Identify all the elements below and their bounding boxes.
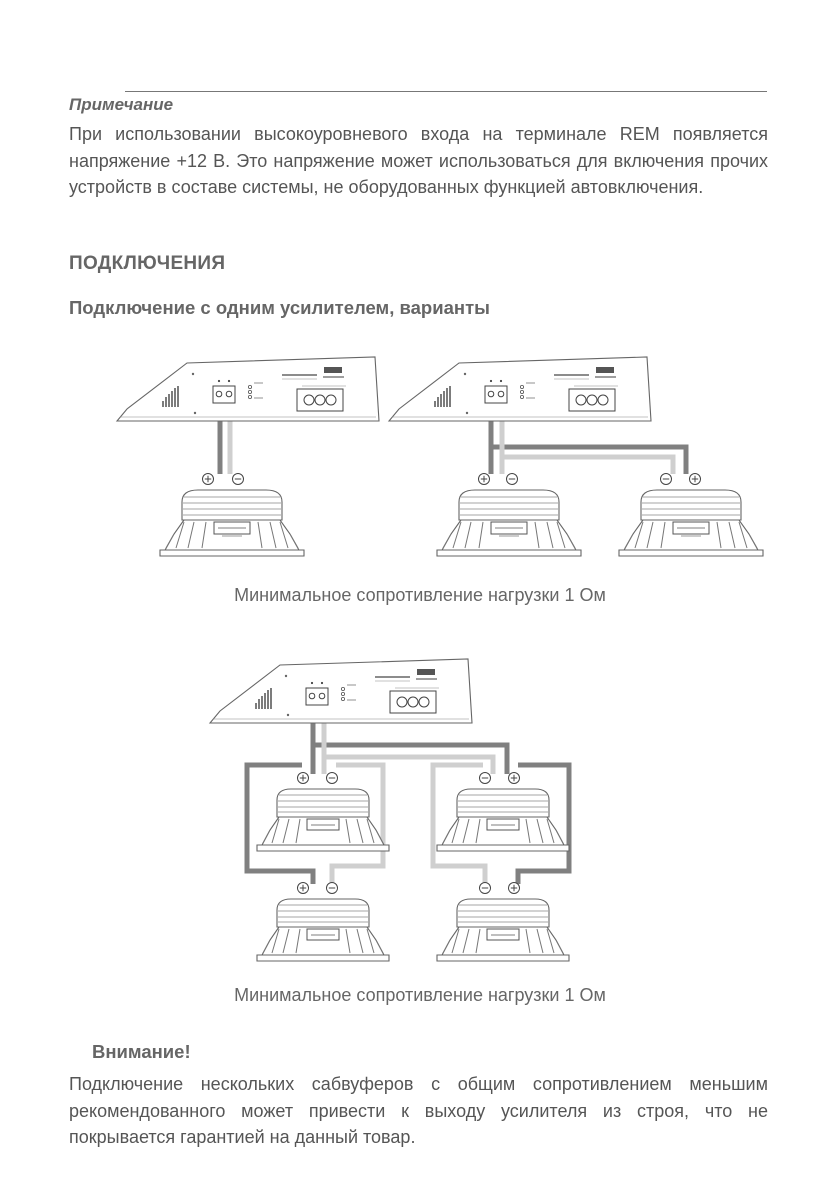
plus-terminal [298, 883, 309, 894]
amplifier [389, 357, 651, 421]
note-paragraph: При использовании высокоуровневого входа на терминале REM появляется напряжение +12 В. Это напряжение может использоваться для включения прочих устройств в составе системы, не оборудованных функцией автовключения. [69, 124, 768, 197]
subwoofer [257, 899, 389, 961]
subwoofer [619, 490, 763, 556]
subwoofer [437, 789, 569, 851]
minus-terminal [233, 474, 244, 485]
plus-terminal [298, 773, 309, 784]
note-title: Примечание [69, 95, 174, 114]
plus-terminal [479, 474, 490, 485]
warning-title: Внимание! [92, 1041, 191, 1062]
diagram-two-subs [389, 357, 763, 556]
minus-terminal [480, 883, 491, 894]
plus-terminal [509, 883, 520, 894]
plus-terminal [203, 474, 214, 485]
subwoofer [257, 789, 389, 851]
minus-terminal [327, 773, 338, 784]
diagram-caption: Минимальное сопротивление нагрузки 1 Ом [234, 985, 606, 1005]
warning-paragraph: Подключение нескольких сабвуферов с общим сопротивлением меньшим рекомендованного может привести к выходу усилителя из строя, что не покрывается гарантией на данный товар. [69, 1074, 768, 1147]
section-heading: ПОДКЛЮЧЕНИЯ [69, 253, 226, 274]
diagram-caption: Минимальное сопротивление нагрузки 1 Ом [234, 585, 606, 605]
subwoofer [437, 899, 569, 961]
subwoofer [437, 490, 581, 556]
minus-terminal [480, 773, 491, 784]
plus-terminal [509, 773, 520, 784]
minus-terminal [661, 474, 672, 485]
amplifier [210, 659, 472, 723]
section-subheading: Подключение с одним усилителем, варианты [69, 297, 490, 318]
plus-terminal [690, 474, 701, 485]
minus-terminal [507, 474, 518, 485]
diagram-four-subs [210, 659, 569, 961]
minus-terminal [327, 883, 338, 894]
diagram-single-sub [117, 357, 379, 556]
subwoofer [160, 490, 304, 556]
amplifier [117, 357, 379, 421]
